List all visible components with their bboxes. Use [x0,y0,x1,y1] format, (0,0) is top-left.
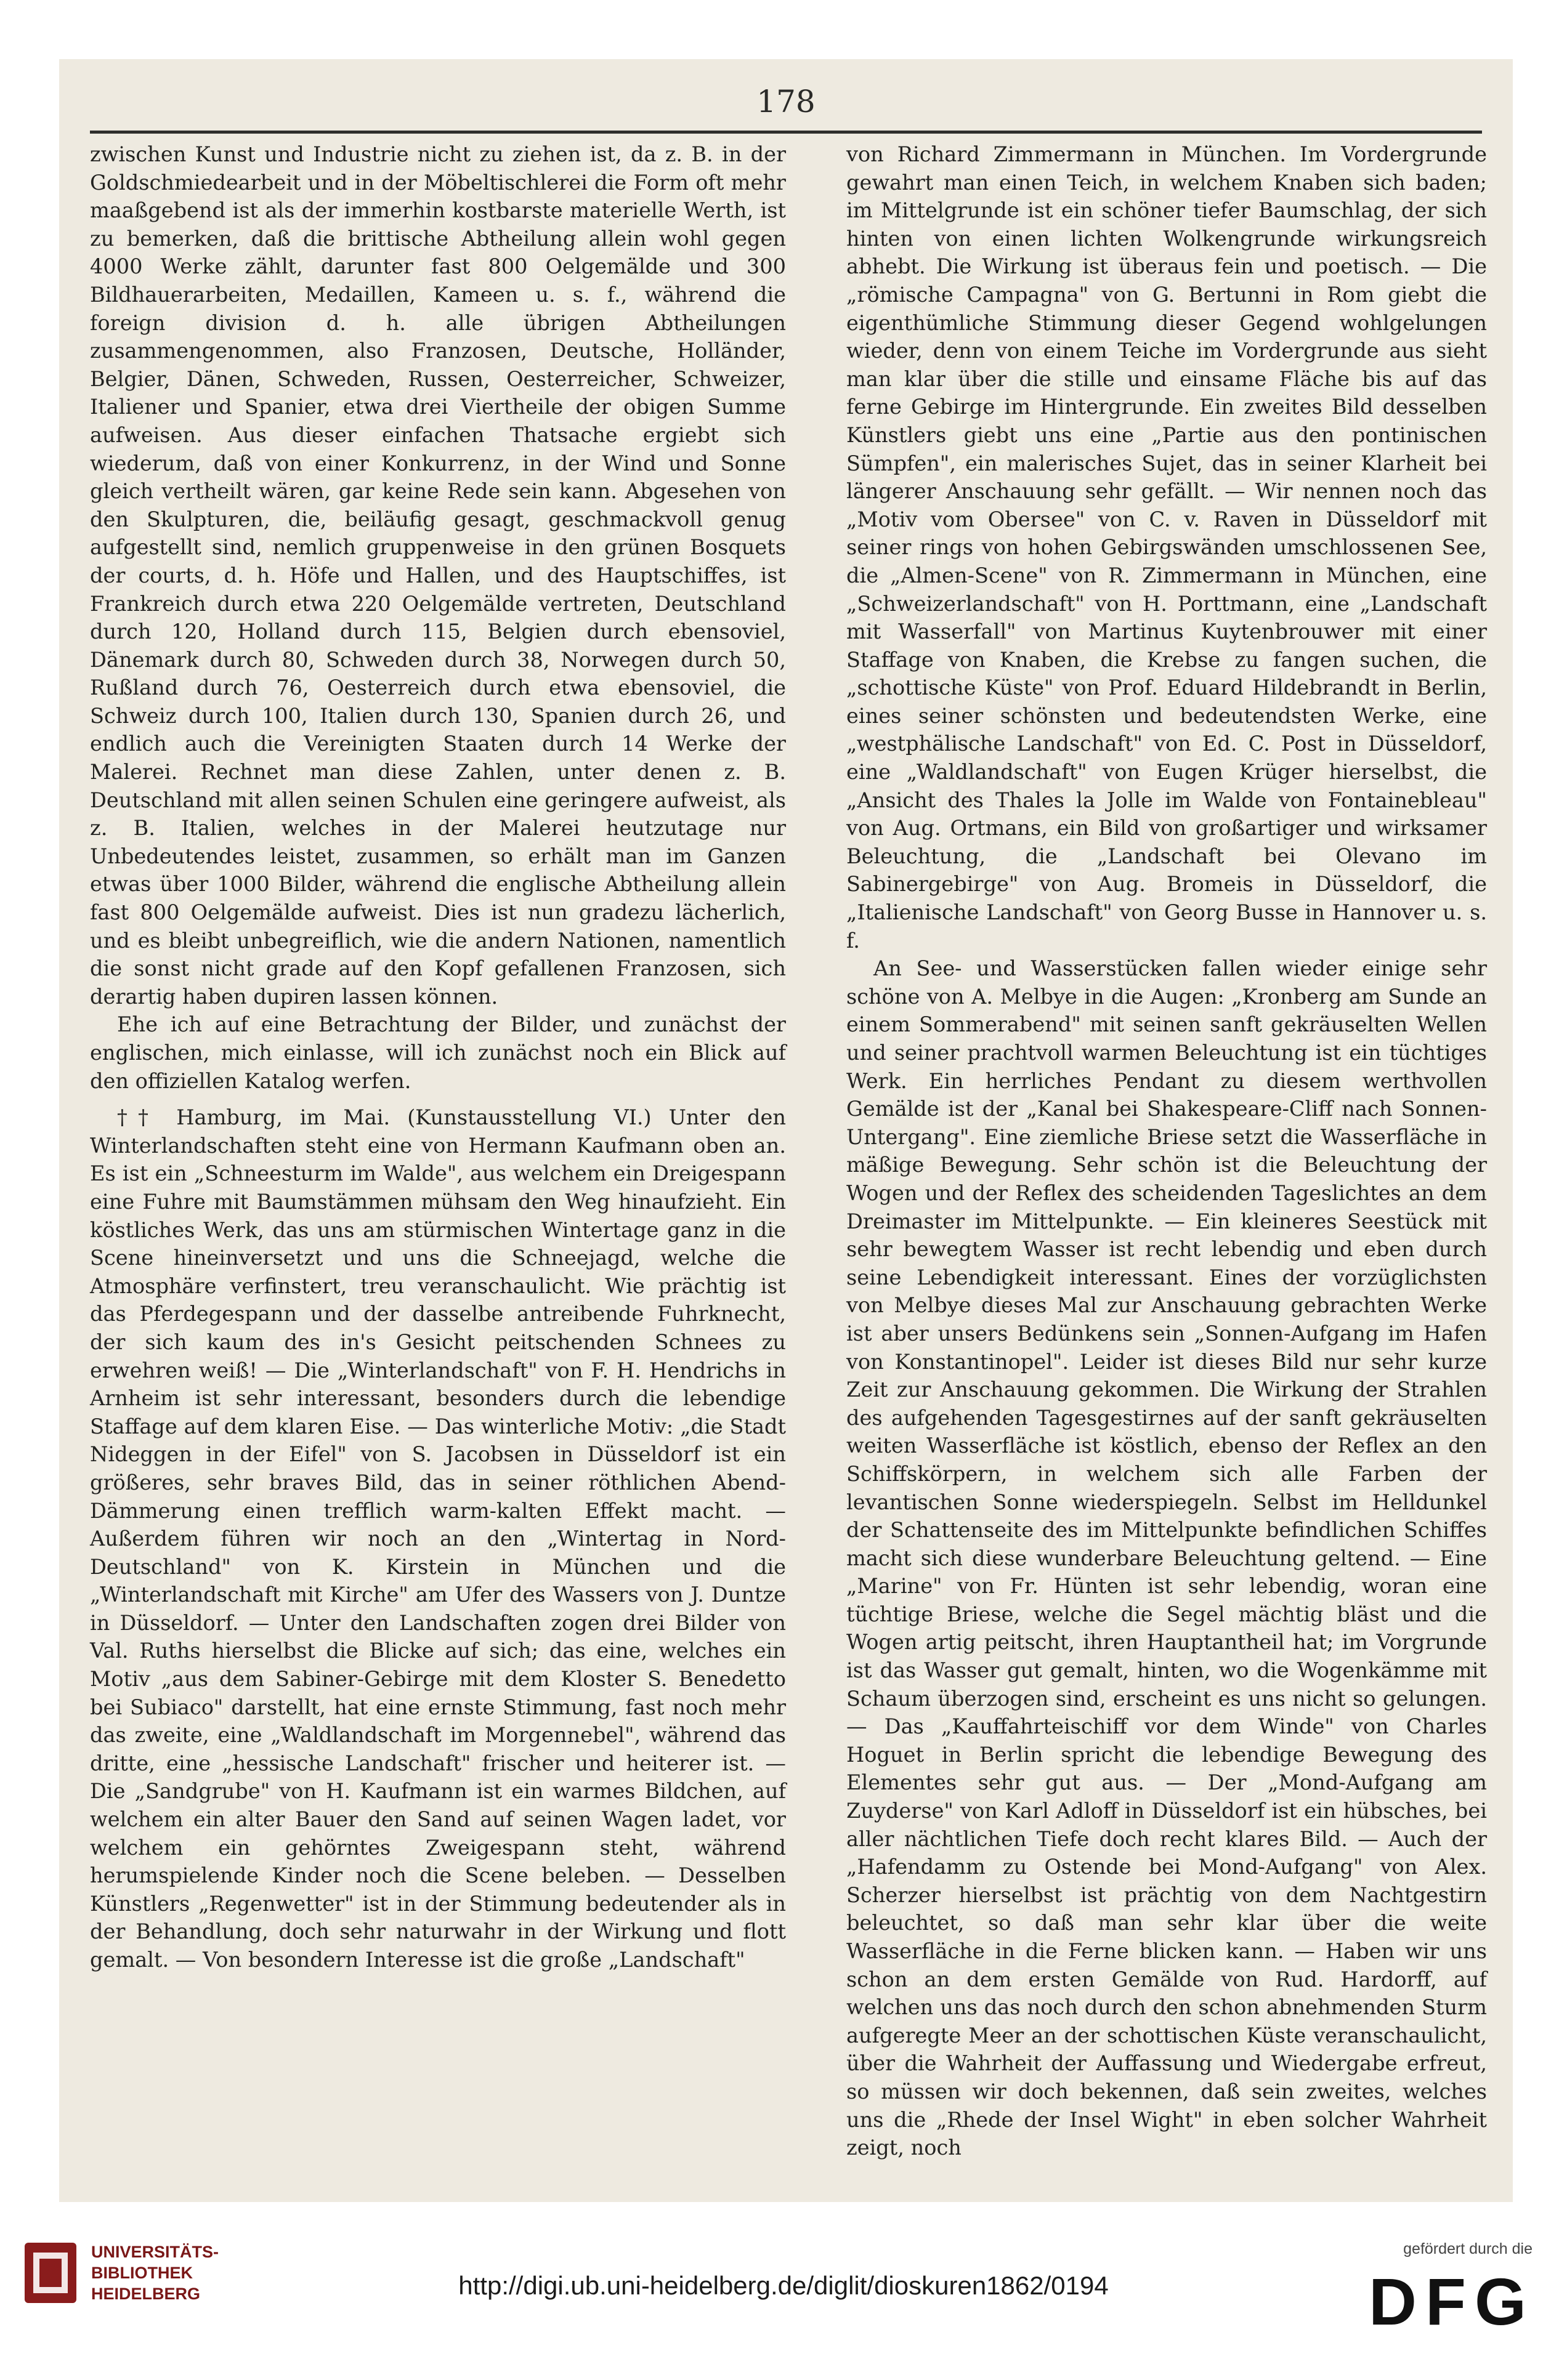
institution-line: BIBLIOTHEK [91,2264,193,2282]
scanned-page [59,59,1513,2202]
dfg-logo: DFG [1369,2264,1535,2339]
paragraph: †† Hamburg, im Mai. (Kunstausstellung VI.) Unter den Winterlandschaften steht eine von Hermann Kaufmann oben an. Es ist ein „Schneesturm im Walde", aus welchem ein Dreigespann eine Fuhre mit Baumstämmen mühsam den Weg hinaufzieht. Ein köstliches Werk, das uns am stürmischen Wintertage ganz in die Scene hineinversetzt und uns die Schneejagd, welche die Atmosphäre verfinstert, treu veranschaulicht. Wie prächtig ist das Pferdegespann und der dasselbe antreibende Fuhrknecht, der sich kaum des in's Gesicht peitschenden Schnees zu erwehren weiß! — Die „Winterlandschaft" von F. H. Hendrichs in Arnheim ist sehr interessant, besonders durch die lebendige Staffage auf dem klaren Eise. — Das winterliche Motiv: „die Stadt Nideggen in der Eifel" von S. Jacobsen in Düsseldorf ist ein größeres, sehr braves Bild, das in seiner röthlichen Abend-Dämmerung einen trefflich warm-kalten Effekt macht. — Außerdem führen wir noch an den „Wintertag in Nord-Deutschland" von K. Kirstein in München und die „Winterlandschaft mit Kirche" am Ufer des Wassers von J. Duntze in Düsseldorf. — Unter den Landschaften zogen drei Bilder von Val. Ruths hierselbst die Blicke auf sich; das eine, welches ein Motiv „aus dem Sabiner-Gebirge mit dem Kloster S. Benedetto bei Subiaco" darstellt, hat eine ernste Stimmung, fast noch mehr das zweite, eine „Waldlandschaft im Morgennebel", während das dritte, eine „hessische Landschaft" frischer und heiterer ist. — Die „Sandgrube" von H. Kaufmann ist ein warmes Bildchen, auf welchem ein alter Bauer den Sand auf seinen Wagen ladet, vor welchem ein gehörntes Zweigespann steht, während herumspielende Kinder noch die Scene beleben. — Desselben Künstlers „Regenwetter" ist in der Stimmung bedeutender als in der Behandlung, doch sehr naturwahr in der Wirkung und flott gemalt. — Von besondern Interesse ist die große „Landschaft" [90,1105,786,1972]
page-number: 178 [756,84,816,119]
left-column [90,140,786,1974]
institution-line: UNIVERSITÄTS- [91,2243,219,2261]
source-url[interactable]: http://digi.ub.uni-heidelberg.de/diglit/dioskuren1862/0194 [458,2271,1109,2300]
funded-by-text: gefördert durch die [1403,2240,1533,2257]
paragraph: zwischen Kunst und Industrie nicht zu ziehen ist, da z. B. in der Goldschmiedearbeit und in der Möbeltischlerei die Form oft mehr maaßgebend ist als der immerhin kostbarste materielle Werth, ist zu bemerken, daß die brittische Abtheilung allein wohl gegen 4000 Werke zählt, darunter fast 800 Oelgemälde und 300 Bildhauerarbeiten, Medaillen, Kameen u. s. f., während die foreign division d. h. alle übrigen Abtheilungen zusammengenommen, also Franzosen, Deutsche, Holländer, Belgier, Dänen, Schweden, Russen, Oesterreicher, Schweizer, Italiener und Spanier, etwa drei Viertheile der obigen Summe aufweisen. Aus dieser einfachen Thatsache ergiebt sich wiederum, daß von einer Konkurrenz, in der Wind und Sonne gleich vertheilt wären, gar keine Rede sein kann. Abgesehen von den Skulpturen, die, beiläufig gesagt, geschmackvoll genug aufgestellt sind, nemlich gruppenweise in den grünen Bosquets der courts, d. h. Höfe und Hallen, und des Hauptschiffes, ist Frankreich durch etwa 220 Oelgemälde vertreten, Deutschland durch 120, Holland durch 115, Belgien durch ebensoviel, Dänemark durch 80, Schweden durch 38, Norwegen durch 50, Rußland durch 76, Oesterreich durch etwa ebensoviel, die Schweiz durch 100, Italien durch 130, Spanien durch 26, und endlich auch die Vereinigten Staaten durch 14 Werke der Malerei. Rechnet man diese Zahlen, unter denen z. B. Deutschland mit allen seinen Schulen eine geringere aufweist, als z. B. Italien, welches in der Malerei heutzutage nur Unbedeutendes leistet, zusammen, so erhält man im Ganzen etwas über 1000 Bilder, während die englische Abtheilung allein fast 800 Oelgemälde aufweist. Dies ist nun gradezu lächerlich, und es bleibt unbegreiflich, wie die andern Nationen, namentlich die sonst nicht grade auf den Kopf gefallenen Franzosen, sich derartig haben dupiren lassen können. [90,142,786,1009]
header-rule [90,131,1482,134]
paragraph: von Richard Zimmermann in München. Im Vordergrunde gewahrt man einen Teich, in welchem Knaben sich baden; im Mittelgrunde ist ein schöner tiefer Baumschlag, der sich hinten von einen lichten Wolkengrunde wirkungsreich abhebt. Die Wirkung ist überaus fein und poetisch. — Die „römische Campagna" von G. Bertunni in Rom giebt die eigenthümliche Stimmung dieser Gegend wohlgelungen wieder, denn von einem Teiche im Vordergrunde aus sieht man klar über die stille und einsame Fläche bis auf das ferne Gebirge im Hintergrunde. Ein zweites Bild desselben Künstlers giebt uns eine „Partie aus den pontinischen Sümpfen", ein malerisches Sujet, das in seiner Klarheit bei längerer Anschauung sehr gefällt. — Wir nennen noch das „Motiv vom Obersee" von C. v. Raven in Düsseldorf mit seiner rings von hohen Gebirgswänden umschlossenen See, die „Almen-Scene" von R. Zimmermann in München, eine „Schweizerlandschaft" von H. Porttmann, eine „Landschaft mit Wasserfall" von Martinus Kuytenbrouwer mit einer Staffage von Knaben, die Krebse zu fangen suchen, die „schottische Küste" von Prof. Eduard Hildebrandt in Berlin, eines seiner schönsten und bedeutendsten Werke, eine „westphälische Landschaft" von Ed. C. Post in Düsseldorf, eine „Waldlandschaft" von Eugen Krüger hierselbst, die „Ansicht des Thales la Jolle im Walde von Fontainebleau" von Aug. Ortmans, ein Bild von großartiger und wirksamer Beleuchtung, die „Landschaft bei Olevano im Sabinergebirge" von Aug. Bromeis in Düsseldorf, die „Italienische Landschaft" von Georg Busse in Hannover u. s. f. [846,142,1487,953]
institution-line: HEIDELBERG [91,2285,201,2303]
paragraph: Ehe ich auf eine Betrachtung der Bilder, und zunächst der englischen, mich einlasse, will ich zunächst noch ein Blick auf den offiziellen Katalog werfen. [90,1012,786,1093]
footer [0,2202,1567,2380]
right-column [846,140,1487,2162]
paragraph: An See- und Wasserstücken fallen wieder einige sehr schöne von A. Melbye in die Augen: „Kronberg am Sunde an einem Sommerabend" mit seinen sanft gekräuselten Wellen und seiner prachtvoll warmen Beleuchtung ist ein tüchtiges Werk. Ein herrliches Pendant zu diesem werthvollen Gemälde ist der „Kanal bei Shakespeare-Cliff nach Sonnen-Untergang". Eine ziemliche Briese setzt die Wasserfläche in mäßige Bewegung. Sehr schön ist die Beleuchtung der Wogen und der Reflex des scheidenden Tageslichtes an dem Dreimaster im Mittelpunkte. — Ein kleineres Seestück mit sehr bewegtem Wasser ist recht lebendig und eben durch seine Lebendigkeit interessant. Eines der vorzüglichsten von Melbye dieses Mal zur Anschauung gebrachten Werke ist aber unsers Bedünkens sein „Sonnen-Aufgang im Hafen von Konstantinopel". Leider ist dieses Bild nur sehr kurze Zeit zur Anschauung gekommen. Die Wirkung der Strahlen des aufgehenden Tagesgestirnes auf der sanft gekräuselten weiten Wasserfläche ist köstlich, ebenso der Reflex an den Schiffskörpern, in welchem sich alle Farben der levantischen Sonne wiederspiegeln. Selbst im Helldunkel der Schattenseite des im Mittelpunkte befindlichen Schiffes macht sich diese wunderbare Beleuchtung geltend. — Eine „Marine" von Fr. Hünten ist sehr lebendig, woran eine tüchtige Briese, welche die Segel mächtig bläst und die Wogen artig peitscht, ihren Hauptantheil hat; im Vorgrunde ist das Wasser gut gemalt, hinten, wo die Wogenkämme mit Schaum überzogen sind, erscheint es uns nicht so gelungen. — Das „Kauffahrteischiff vor dem Winde" von Charles Hoguet in Berlin spricht die lebendige Bewegung des Elementes sehr gut aus. — Der „Mond-Aufgang am Zuyderse" von Karl Adloff in Düsseldorf ist ein hübsches, bei aller nächtlichen Tiefe doch recht klares Bild. — Auch der „Hafendamm zu Ostende bei Mond-Aufgang" von Alex. Scherzer hierselbst ist prächtig von dem Nachtgestirn beleuchtet, so daß man sehr klar über die weite Wasserfläche in die Ferne blicken kann. — Haben wir uns schon an dem ersten Gemälde von Rud. Hardorff, auf welchen uns das noch durch den schon abnehmenden Sturm aufgeregte Meer an der schottischen Küste veranschaulicht, über die Wahrheit der Auffassung und Wiedergabe erfreut, so müssen wir doch bekennen, daß sein zweites, welches uns die „Rhede der Insel Wight" in eben solcher Wahrheit zeigt, noch [846,956,1487,2160]
